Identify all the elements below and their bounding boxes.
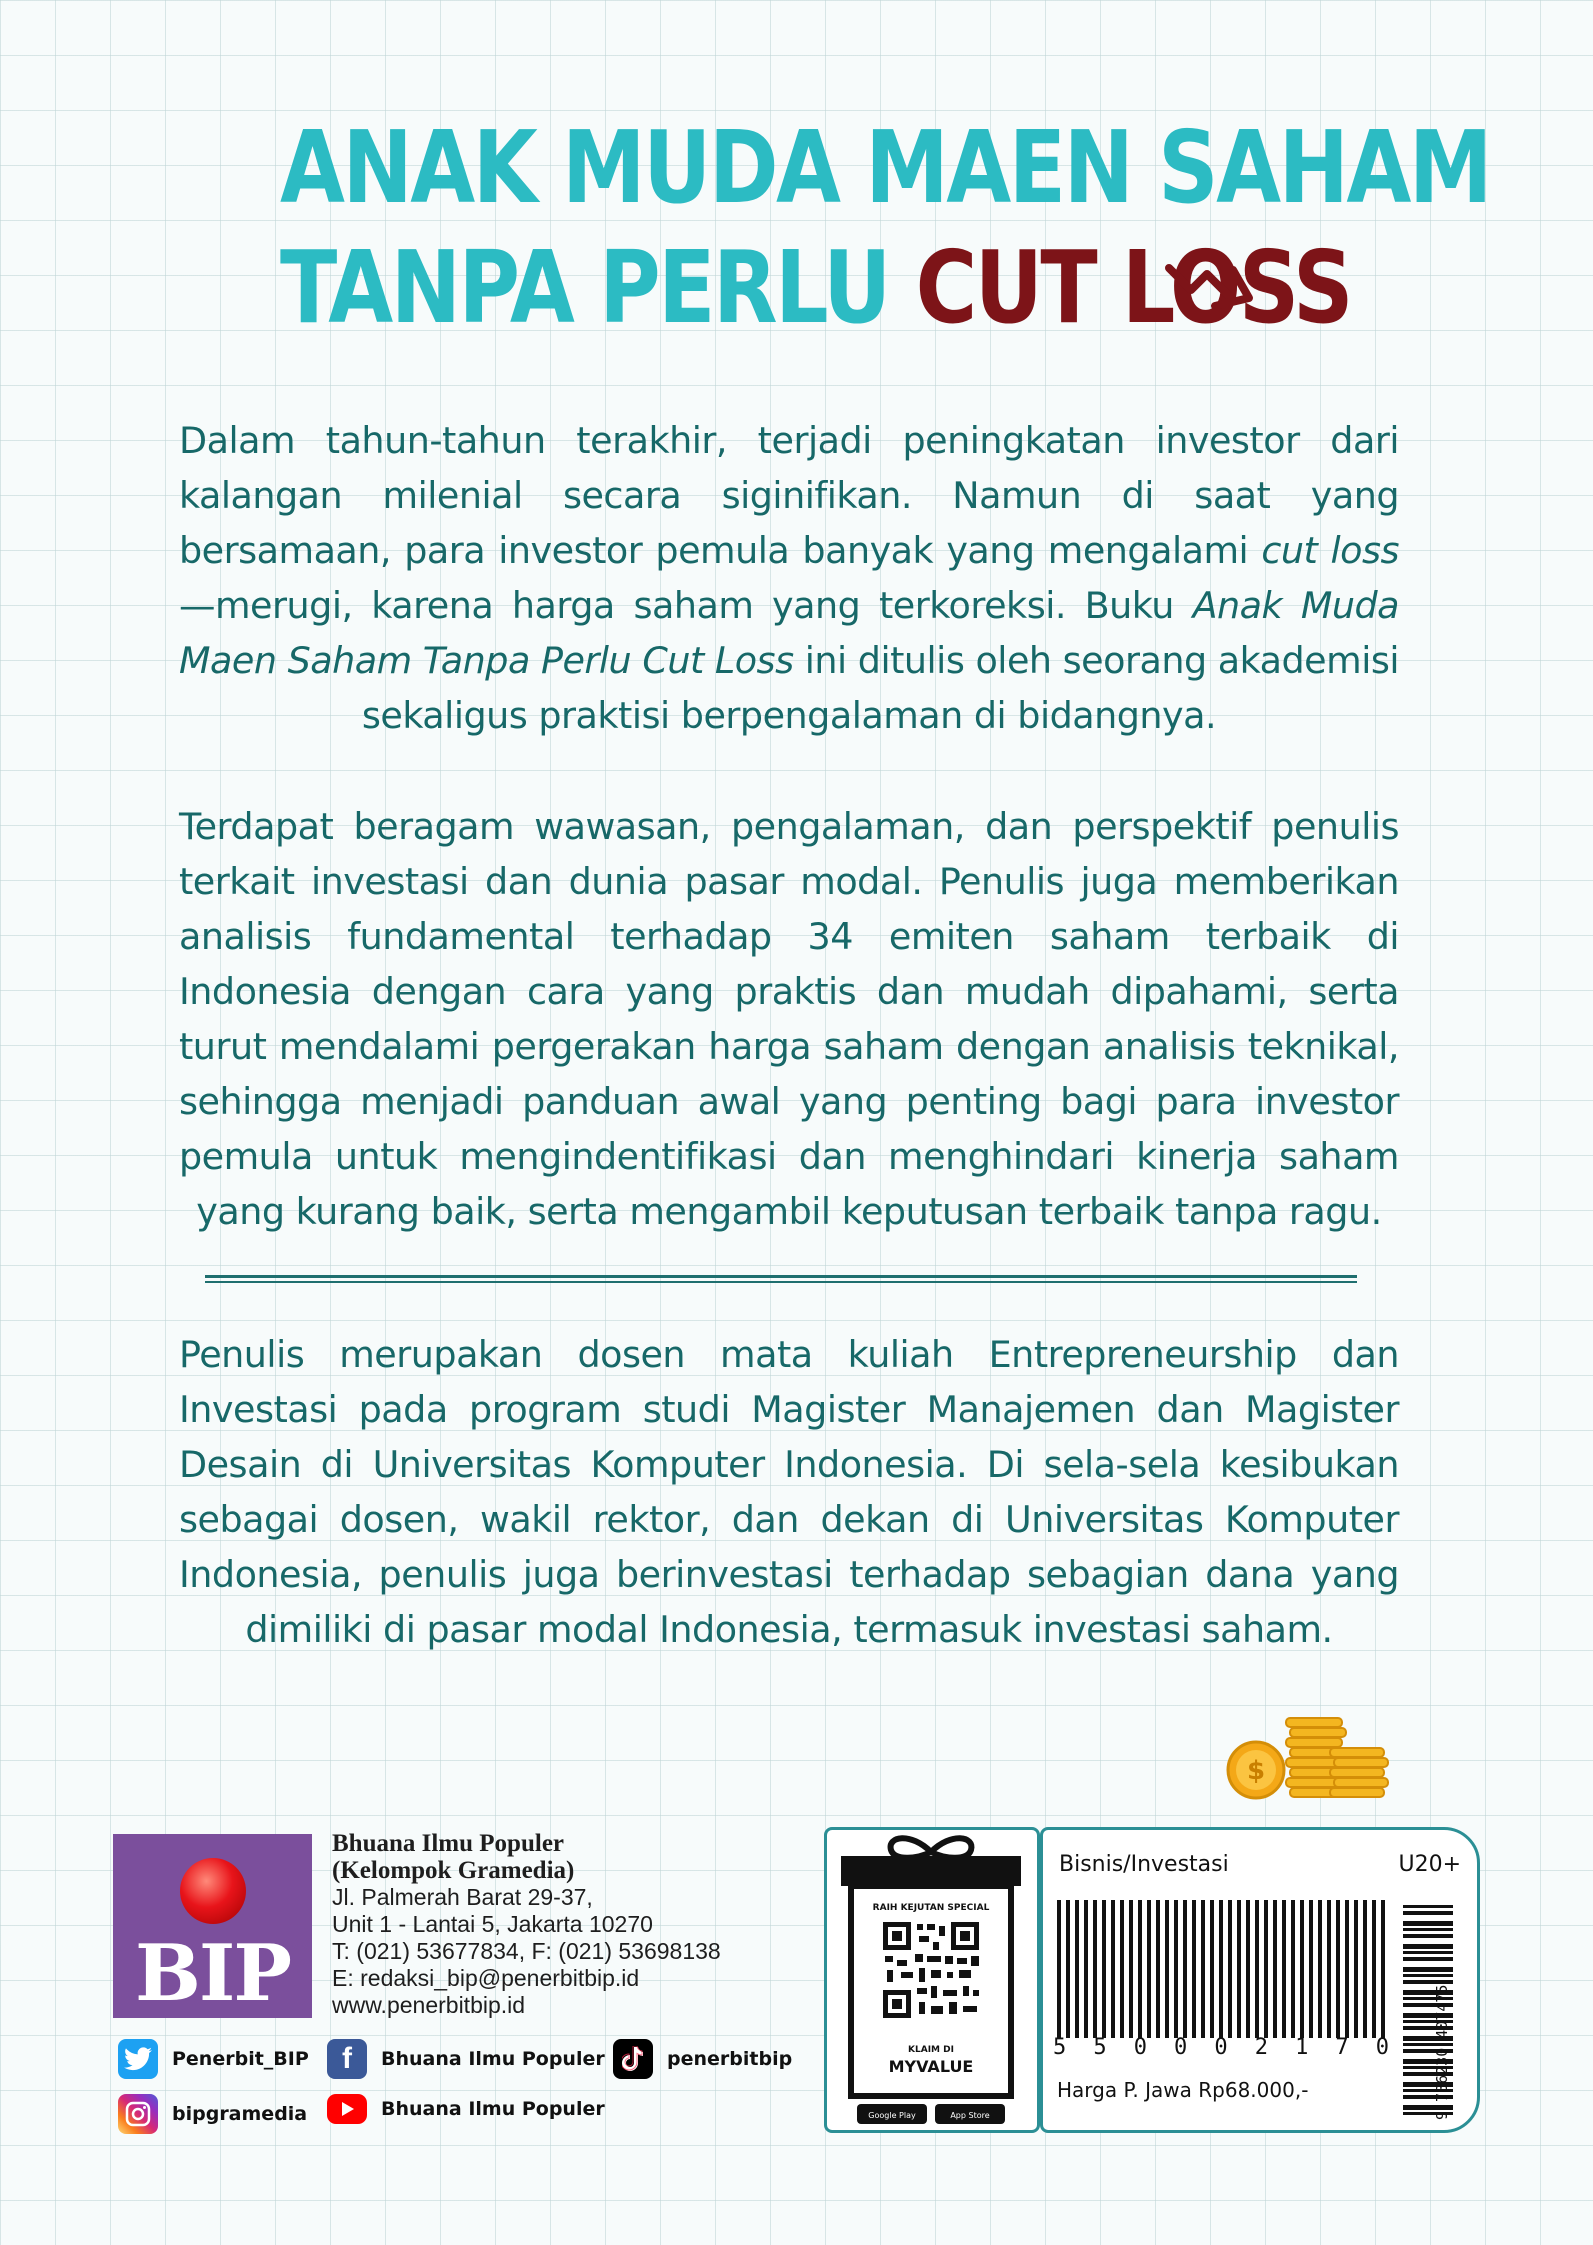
tiktok-icon — [613, 2039, 653, 2079]
title-line-2-prefix: TANPA PERLU — [280, 229, 916, 346]
blurb-paragraph-1 — [179, 413, 1399, 743]
tiktok-handle: penerbitbip — [667, 2048, 793, 2070]
logo-ball-icon — [180, 1858, 246, 1924]
barcode-digit: 5 — [1093, 2035, 1107, 2060]
qr-claim-text: KLAIM DI — [908, 2045, 954, 2055]
gift-qr-icon — [827, 1830, 1037, 2130]
blurb-p1-part-e: ini ditulis oleh seorang akademisi sekaligus praktisi berpengalaman di bidangnya. — [361, 639, 1399, 737]
barcode-digit: 0 — [1133, 2035, 1147, 2060]
app-store-label: App Store — [950, 2111, 990, 2120]
coins-icon — [1226, 1712, 1391, 1804]
book-title — [280, 109, 1490, 346]
publisher-address-1: Jl. Palmerah Barat 29-37, — [332, 1884, 593, 1910]
facebook-icon: f — [327, 2039, 367, 2079]
barcode-digit: 7 — [1335, 2035, 1349, 2060]
twitter-handle: Penerbit_BIP — [172, 2048, 309, 2070]
title-line-1: ANAK MUDA MAEN SAHAM — [280, 109, 1490, 226]
svg-text:$: $ — [1246, 1756, 1266, 1786]
publisher-info — [332, 1830, 762, 2019]
blurb-p1-part-c: —merugi, karena harga saham yang terkoreksi. Buku — [179, 584, 1193, 627]
section-divider — [205, 1275, 1357, 1283]
author-bio-paragraph: Penulis merupakan dosen mata kuliah Entrepreneurship dan Investasi pada program studi Magister Manajemen dan Magister Desain di Universitas Komputer Indonesia. Di sela-sela kesibukan sebagai dosen, wakil rektor, dan dekan di Universitas Komputer Indonesia, penulis juga berinvestasi terhadap sebagian dana yang dimiliki di pasar modal Indonesia, termasuk investasi saham. — [179, 1333, 1399, 1651]
youtube-handle: Bhuana Ilmu Populer — [381, 2098, 605, 2120]
blurb-p1-cut-loss: cut loss — [1261, 529, 1399, 572]
barcode-digit: 0 — [1375, 2035, 1389, 2060]
isbn-number: 9 786230 407475 — [1433, 1984, 1451, 2120]
facebook-handle: Bhuana Ilmu Populer — [381, 2048, 605, 2070]
publisher-logo — [113, 1834, 312, 2018]
barcode-digit: 5 — [1053, 2035, 1067, 2060]
instagram-handle: bipgramedia — [172, 2103, 308, 2125]
qr-voucher-panel — [824, 1827, 1040, 2133]
title-accent: CUT LOSS — [915, 229, 1351, 346]
blurb-p1-book-title: Anak Muda Maen Saham Tanpa Perlu Cut Loss — [179, 584, 1399, 682]
social-facebook — [327, 2039, 605, 2079]
book-price: Harga P. Jawa Rp68.000,- — [1057, 2078, 1309, 2102]
twitter-icon — [118, 2039, 158, 2079]
social-instagram — [118, 2094, 307, 2134]
youtube-icon — [327, 2094, 367, 2124]
social-youtube — [327, 2094, 605, 2124]
barcode-digit: 2 — [1254, 2035, 1268, 2060]
barcode-digit: 0 — [1174, 2035, 1188, 2060]
title-line-2 — [280, 229, 1351, 346]
blurb-paragraph-2: Terdapat beragam wawasan, pengalaman, dan perspektif penulis terkait investasi dan dunia pasar modal. Penulis juga memberikan analisis fundamental terhadap 34 emiten saham terbaik di Indonesia dengan cara yang praktis dan mudah dipahami, serta turut mendalami pergerakan harga saham dengan analisis teknikal, sehingga menjadi panduan awal yang penting bagi para investor pemula untuk mengindentifikasi dan menghindari kinerja saham yang kurang baik, serta mengambil keputusan terbaik tanpa ragu. — [179, 805, 1399, 1233]
social-twitter — [118, 2039, 309, 2079]
publisher-address-2: Unit 1 - Lantai 5, Jakarta 10270 — [332, 1911, 653, 1937]
down-trend-arrow-icon — [1165, 258, 1265, 324]
book-category: Bisnis/Investasi — [1059, 1852, 1229, 1877]
publisher-group: (Kelompok Gramedia) — [332, 1857, 575, 1884]
barcode-digit: 0 — [1214, 2035, 1228, 2060]
blurb-p1-part-a: Dalam tahun-tahun terakhir, terjadi peningkatan investor dari kalangan milenial secara siginifikan. Namun di saat yang bersamaan, para investor pemula banyak yang mengalami — [179, 419, 1399, 572]
barcode-panel — [1040, 1827, 1480, 2133]
age-code: U20+ — [1398, 1852, 1461, 1877]
publisher-website: www.penerbitbip.id — [332, 1992, 526, 2018]
barcode-digit: 1 — [1295, 2035, 1309, 2060]
publisher-email: E: redaksi_bip@penerbitbip.id — [332, 1965, 640, 1991]
social-tiktok — [613, 2039, 792, 2079]
publisher-name: Bhuana Ilmu Populer — [332, 1830, 565, 1857]
qr-top-text: RAIH KEJUTAN SPECIAL — [872, 1903, 990, 1913]
google-play-label: Google Play — [868, 2111, 916, 2120]
instagram-icon — [118, 2094, 158, 2134]
publisher-phone: T: (021) 53677834, F: (021) 53698138 — [332, 1938, 721, 1964]
barcode-digits — [1053, 2035, 1389, 2060]
price-barcode — [1057, 1900, 1387, 2038]
logo-text: BIP — [134, 1928, 291, 2019]
qr-brand-text: MYVALUE — [888, 2057, 974, 2076]
